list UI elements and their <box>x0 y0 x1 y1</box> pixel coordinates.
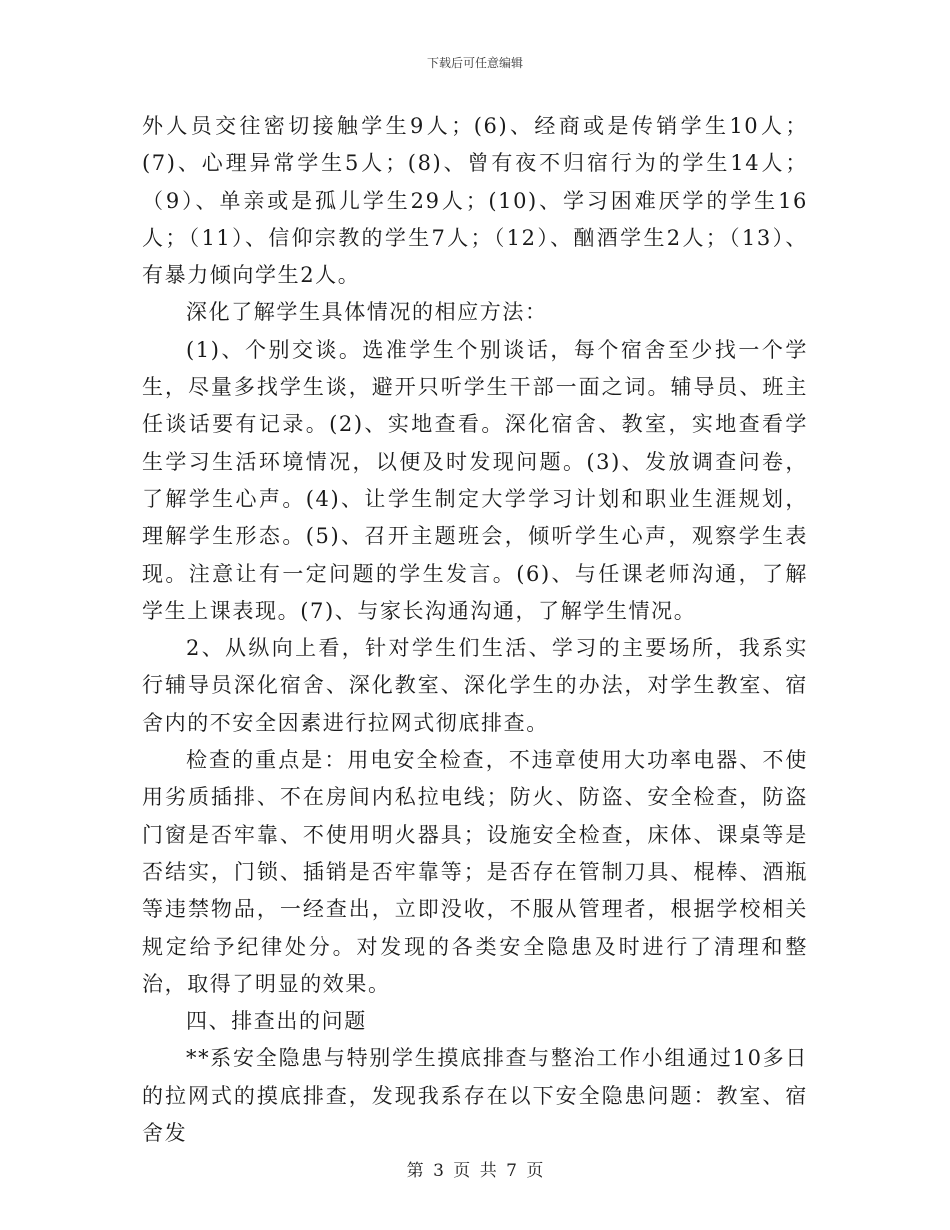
page-number-footer: 第 3 页 共 7 页 <box>406 1161 544 1181</box>
paragraph-problems-found: **系安全隐患与特别学生摸底排查与整治工作小组通过10多日的拉网式的摸底排查，发现我系存在以下安全隐患问题：教室、宿舍发 <box>142 1046 808 1146</box>
page-header: 下载后可任意编辑 <box>426 56 523 70</box>
document-body <box>142 108 808 1152</box>
paragraph-methods-list: (1)、个别交谈。选准学生个别谈话，每个宿舍至少找一个学生，尽量多找学生谈，避开只听学生干部一面之词。辅导员、班主任谈话要有记录。(2)、实地查看。深化宿舍、教室，实地查看学生学习生活环境情况，以便及时发现问题。(3)、发放调查问卷，了解学生心声。(4)、让学生制定大学学习计划和职业生涯规划，理解学生形态。(5)、召开主题班会，倾听学生心声，观察学生表现。注意让有一定问题的学生发言。(6)、与任课老师沟通，了解学生上课表现。(7)、与家长沟通沟通，了解学生情况。 <box>142 337 808 623</box>
paragraph-inspection-focus: 检查的重点是：用电安全检查，不违章使用大功率电器、不使用劣质插排、不在房间内私拉电线；防火、防盗、安全检查，防盗门窗是否牢靠、不使用明火器具；设施安全检查，床体、课桌等是否结实，门锁、插销是否牢靠等；是否存在管制刀具、棍棒、酒瓶等违禁物品，一经查出，立即没收，不服从管理者，根据学校相关规定给予纪律处分。对发现的各类安全隐患及时进行了清理和整治，取得了明显的效果。 <box>142 748 808 996</box>
paragraph-methods-heading: 深化了解学生具体情况的相应方法： <box>186 300 548 325</box>
section-heading-problems: 四、排查出的问题 <box>186 1009 367 1034</box>
paragraph-vertical-inspection: 2、从纵向上看，针对学生们生活、学习的主要场所，我系实行辅导员深化宿舍、深化教室、深化学生的办法，对学生教室、宿舍内的不安全因素进行拉网式彻底排查。 <box>142 636 808 735</box>
paragraph-student-counts: 外人员交往密切接触学生9人；(6)、经商或是传销学生10人；(7)、心理异常学生5人；(8)、曾有夜不归宿行为的学生14人；（9）、单亲或是孤儿学生29人；(10)、学习困难厌学的学生16人；（11）、信仰宗教的学生7人；（12）、酗酒学生2人；（13）、有暴力倾向学生2人。 <box>142 114 808 288</box>
